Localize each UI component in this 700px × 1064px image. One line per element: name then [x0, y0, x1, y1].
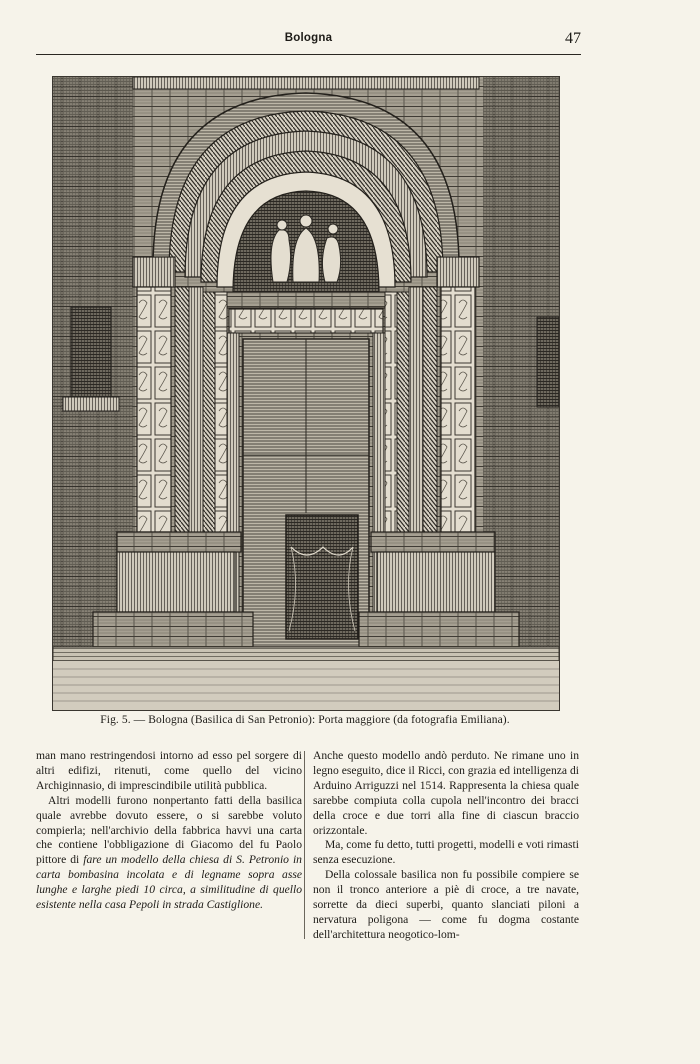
- engraving-figure: [52, 76, 560, 711]
- figure-caption: Fig. 5. — Bologna (Basilica di San Petronio): Porta maggiore (da fotografia Emiliana).: [100, 714, 510, 726]
- right-paragraph-2: Ma, come fu detto, tutti progetti, modelli e voti rimasti senza esecuzione.: [313, 838, 579, 867]
- portal-engraving-illustration: [53, 77, 559, 710]
- running-title: Bologna: [284, 32, 333, 44]
- page-header: [36, 30, 581, 55]
- left-paragraph-2: [36, 794, 302, 913]
- left-paragraph-1: man mano restringendosi intorno ad esso pel sorgere di altri edifizi, ritenuti, come quello del vicino Archiginnasio, di imprescindibile utilità pubblica.: [36, 749, 302, 792]
- left-paragraph-2-italic: fare un modello della chiesa di S. Petronio in carta bombasina incolata e di legname sopra asse lunghe e larghe piedi 10 circa, a similitudine di quello esistente nella casa Pepoli in strada Castiglione.: [36, 853, 302, 912]
- page-number: 47: [565, 30, 581, 47]
- right-text-column: [313, 749, 579, 943]
- column-rule: [304, 751, 305, 939]
- left-text-column: [36, 749, 302, 913]
- right-paragraph-3: Della colossale basilica non fu possibile compiere se non il tronco anteriore a piè di croce, a tre navate, sorrette da dieci superbi, quanto slanciati piloni a nervatura poligona — come fu dogma costante dell'architettura neogotico-lom-: [313, 868, 579, 941]
- left-paragraph-2-roman: Altri modelli furono nonpertanto fatti della basilica quale avrebbe dovuto essere, o si sarebbe voluto compierla; nell'archivio della fabbrica havvi una carta che contiene l'obbligazione di Giacomo del fu Paolo pittore di: [36, 793, 302, 867]
- right-paragraph-1: Anche questo modello andò perduto. Ne rimane uno in legno eseguito, dice il Ricci, con grazia ed intelligenza di Arduino Arriguzzi nel 1514. Rappresenta la chiesa quale sarebbe compiuta colla cupola nell'incontro dei bracci della croce e due torri alla fine di ciascun braccio orizzontale.: [313, 749, 579, 837]
